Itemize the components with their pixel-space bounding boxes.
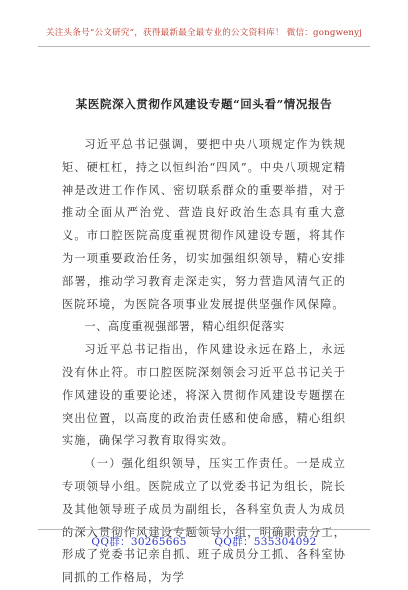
header-divider [38, 46, 370, 47]
intro-paragraph: 习近平总书记强调，要把中央八项规定作为铁规矩、硬杠杠，持之以恒纠治“四风”。中央八项规定精神是改进工作作风、密切联系群众的重要举措，对于推动全面从严治党、营造良好政治生态具有重大意义。市口腔医院高度重视贯彻作风建设专题，将其作为一项重要政治任务，切实加强组织领导，精心安排部署，推动学习教育走深走实，努力营造风清气正的医院环境，为医院各项事业发展提供坚强作风保障。 [62, 138, 346, 311]
subsection-paragraph: （一）强化组织领导，压实工作责任。一是成立专项领导小组。医院成立了以党委书记为组长，院长及其他领导班子成员为副组长，各科室负责人为成员的深入贯彻作风建设专题领导小组，明确职责分工，形成了党委书记亲自抓、班子成员分工抓、各科室协同抓的工作格局，为学 [62, 457, 346, 585]
section-heading: 一、高度重视强部署，精心组织促落实 [84, 320, 285, 334]
section-paragraph: 习近平总书记指出，作风建设永远在路上，永远没有休止符。市口腔医院深刻领会习近平总书记关于作风建设的重要论述，将深入贯彻作风建设专题摆在突出位置，以高度的政治责任感和使命感，精心组织实施，确保学习教育取得实效。 [62, 343, 346, 448]
document-title: 某医院深入贯彻作风建设专题“回头看”情况报告 [75, 97, 333, 111]
footer-divider [38, 529, 370, 530]
header-banner: 关注头条号“公文研究”，获得最新最全最专业的公文资料库！ 微信：gongwenyj [45, 28, 363, 38]
document-body [62, 134, 346, 590]
footer-qq-group-1: QQ群：30265665 [91, 536, 187, 548]
footer-contact [0, 534, 408, 549]
footer-qq-group-2: QQ群：535304092 [214, 536, 317, 548]
